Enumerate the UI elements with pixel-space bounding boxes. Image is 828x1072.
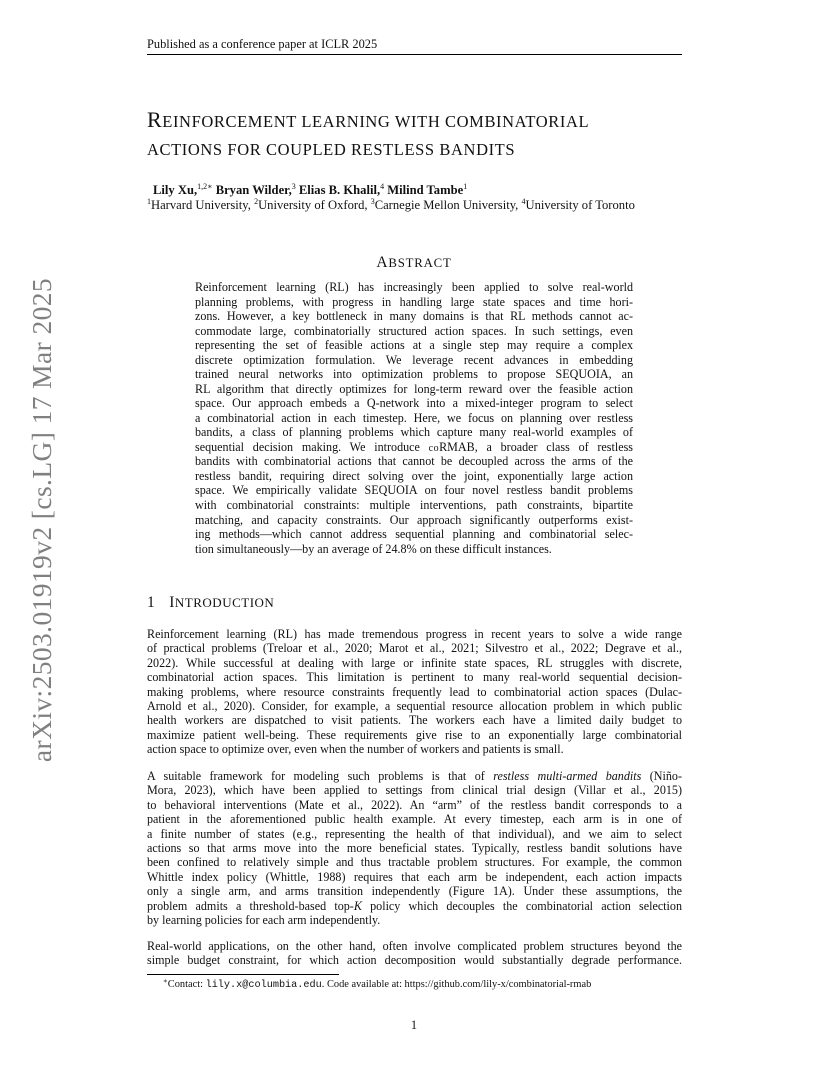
title-line-2: ACTIONS FOR COUPLED RESTLESS BANDITS [147, 140, 516, 159]
arxiv-stamp: arXiv:2503.01919v2 [cs.LG] 17 Mar 2025 [26, 277, 57, 763]
section-heading-introduction: 1 INTRODUCTION [147, 594, 275, 611]
author-names: Lily Xu,$^{1,2∗}$ Bryan Wilder,$^3$ Elias B. Khalil,$^4$ Milind Tambe$^1$ [153, 182, 468, 197]
page-number: 1 [410, 1018, 418, 1032]
author-block [147, 182, 713, 213]
footnote-rule [147, 974, 339, 975]
title-line-1: REINFORCEMENT LEARNING WITH COMBINATORIAL [147, 107, 590, 132]
contact-email: lily.x@columbia.edu [205, 980, 322, 991]
intro-paragraph-2: A suitable framework for modeling such problems is that of restless multi-armed bandits (Niño- Mora, 2023), which have been applied to settings from clinical trial design (Villar et al., 2015) to behavioral interventions (Mate et al., 2022). An “arm” of the restless bandit corresponds to a patient in the aforementioned public health example. At every timestep, each arm is in one of a finite number of states (e.g., representing the health of that individual), and we aim to select actions so that arms move into the more beneficial states. Typically, restless bandit solutions have been confined to relatively simple and thus tractable problem structures. For example, the common Whittle index policy (Whittle, 1988) requires that each arm be independent, each action impacts only a single arm, and arms transition independently (Figure 1A). Under these assumptions, the problem admits a threshold-based top-K policy which decouples the combinatorial action selection by learning policies for each arm independently. [147, 769, 682, 927]
abstract-text: Reinforcement learning (RL) has increasingly been applied to solve real-world planning problems, with progress in handling large state spaces and time hori- zons. However, a key bottleneck in many domains is that RL methods cannot ac- commodate large, combinatorially structured action spaces. In such settings, even representing the set of feasible actions at a single step may require a complex discrete optimization formulation. We leverage recent advances in embedding trained neural networks into optimization problems to propose SEQUOIA, an RL algorithm that directly optimizes for long-term reward over the feasible action space. Our approach embeds a Q-network into a mixed-integer program to select a combinatorial action in each timestep. Here, we focus on planning over restless bandits, a class of planning problems which capture many real-world examples of sequential decision making. We introduce coRMAB, a broader class of restless bandits with combinatorial actions that cannot be decoupled across the arms of the restless bandit, requiring direct solving over the joint, exponentially large action space. We empirically validate SEQUOIA on four novel restless bandit problems with combinatorial constraints: multiple interventions, path constraints, bipartite matching, and capacity constraints. Our approach significantly outperforms exist- ing methods—which cannot address sequential planning and combinatorial selec- tion simultaneously—by an average of 24.8% on these difficult instances. [195, 280, 633, 556]
paper-title [147, 106, 707, 164]
abstract-heading: ABSTRACT [376, 254, 452, 271]
author-affiliations: $^1$Harvard University, $^2$University of Oxford, $^3$Carnegie Mellon University, $^4$University of Toronto [147, 197, 635, 212]
intro-paragraph-3: Real-world applications, on the other hand, often involve complicated problem structures beyond the simple budget constraint, for which action decomposition would substantially degrade performance. [147, 939, 682, 968]
footnote: ∗Contact: lily.x@columbia.edu. Code available at: https://github.com/lily-x/combinatorial-rmab [163, 977, 592, 991]
abstract-line-cormab: sequential decision making. We introduce coRMAB, a broader class of restless [195, 439, 633, 454]
conference-header: Published as a conference paper at ICLR 2025 [147, 37, 682, 55]
intro-paragraph-1: Reinforcement learning (RL) has made tremendous progress in recent years to solve a wide range of practical problems (Treloar et al., 2020; Marot et al., 2021; Silvestro et al., 2022; Degrave et al., 2022). While successful at dealing with large or infinite state spaces, RL struggles with discrete, combinatorial action spaces. This limitation is pertinent to many real-world sequential decision- making problems, where resource constraints frequently lead to combinatorial action spaces (Dulac- Arnold et al., 2020). Consider, for example, a sequential resource allocation problem in which public health workers are dispatched to visit patients. The workers each have a limited daily budget to maximize patient well-being. These requirements give rise to an exponentially large combinatorial action space to optimize over, even when the number of workers and patients is small. [147, 627, 682, 757]
